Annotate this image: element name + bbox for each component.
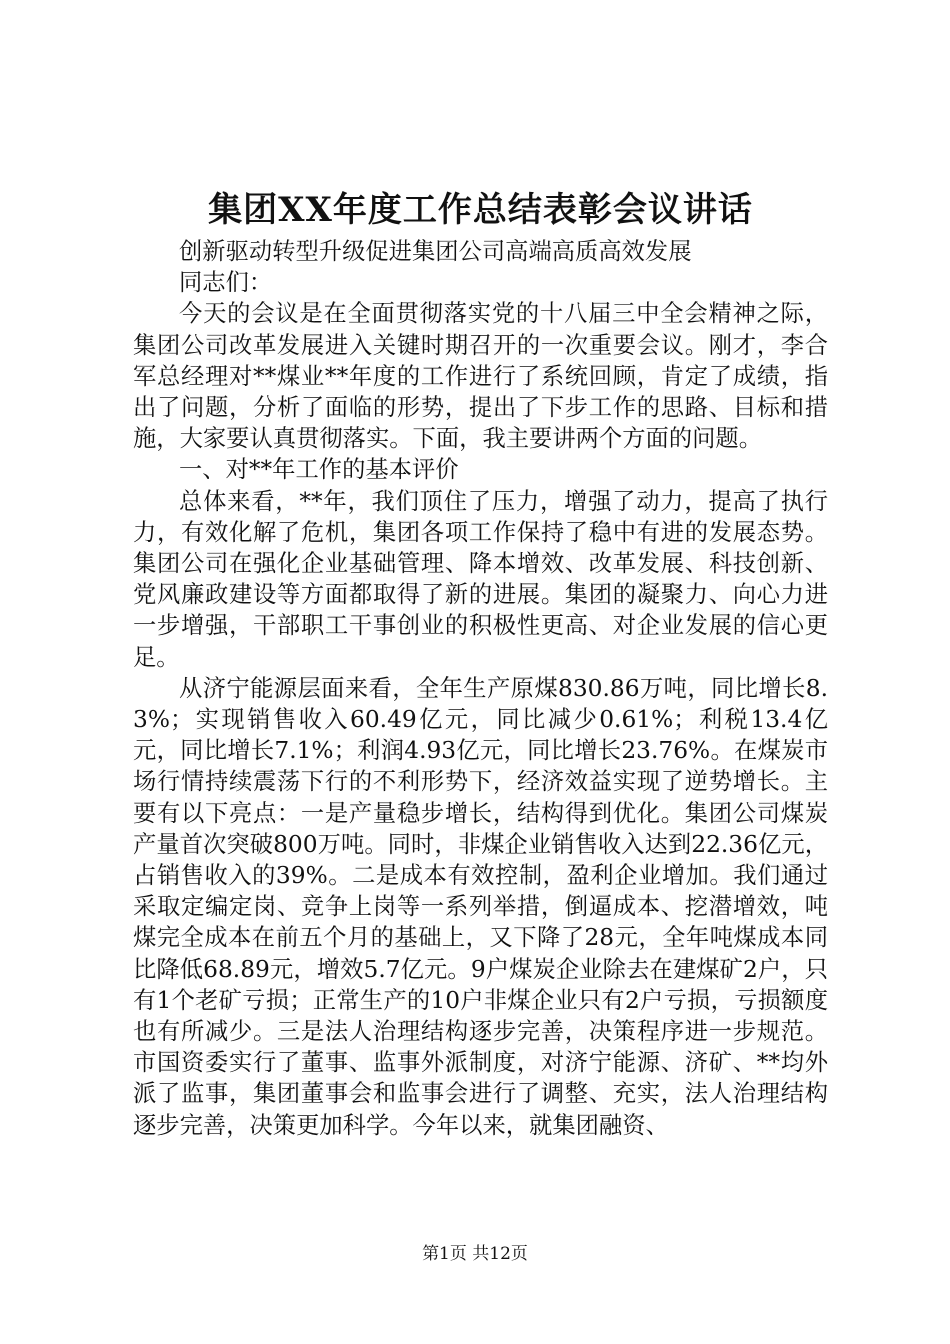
page-number-footer: 第1页 共12页 bbox=[422, 1244, 528, 1264]
results-paragraph: 从济宁能源层面来看，全年生产原煤830.86万吨，同比增长8.3%；实现销售收入60.49亿元，同比减少0.61%；利税13.4亿元，同比增长7.1%；利润4.93亿元，同比增长23.76%。在煤炭市场行情持续震荡下行的不利形势下，经济效益实现了逆势增长。主要有以下亮点：一是产量稳步增长，结构得到优化。集团公司煤炭产量首次突破800万吨。同时，非煤企业销售收入达到22.36亿元，占销售收入的39%。二是成本有效控制，盈利企业增加。我们通过采取定编定岗、竞争上岗等一系列举措，倒逼成本、挖潜增效，吨煤完全成本在前五个月的基础上，又下降了28元，全年吨煤成本同比降低68.89元，增效5.7亿元。9户煤炭企业除去在建煤矿2户，只有1个老矿亏损；正常生产的10户非煤企业只有2户亏损，亏损额度也有所减少。三是法人治理结构逐步完善，决策程序进一步规范。市国资委实行了董事、监事外派制度，对济宁能源、济矿、**均外派了监事，集团董事会和监事会进行了调整、充实，法人治理结构逐步完善，决策更加科学。今年以来，就集团融资、 bbox=[133, 674, 828, 1139]
subtitle-paragraph: 创新驱动转型升级促进集团公司高端高质高效发展 bbox=[179, 238, 692, 265]
summary-paragraph: 总体来看，**年，我们顶住了压力，增强了动力，提高了执行力，有效化解了危机，集团各项工作保持了稳中有进的发展态势。集团公司在强化企业基础管理、降本增效、改革发展、科技创新、党风廉政建设等方面都取得了新的进展。集团的凝聚力、向心力进一步增强，干部职工干事创业的积极性更高、对企业发展的信心更足。 bbox=[133, 487, 828, 671]
salutation-paragraph: 同志们： bbox=[179, 269, 273, 297]
document-page bbox=[133, 184, 828, 1141]
document-title: 集团XX年度工作总结表彰会议讲话 bbox=[208, 190, 753, 230]
intro-paragraph: 今天的会议是在全面贯彻落实党的十八届三中全会精神之际，集团公司改革发展进入关键时期召开的一次重要会议。刚才，李合军总经理对**煤业**年度的工作进行了系统回顾，肯定了成绩，指出了问题，分析了面临的形势，提出了下步工作的思路、目标和措施，大家要认真贯彻落实。下面，我主要讲两个方面的问题。 bbox=[133, 300, 828, 453]
section-heading: 一、对**年工作的基本评价 bbox=[179, 456, 459, 484]
